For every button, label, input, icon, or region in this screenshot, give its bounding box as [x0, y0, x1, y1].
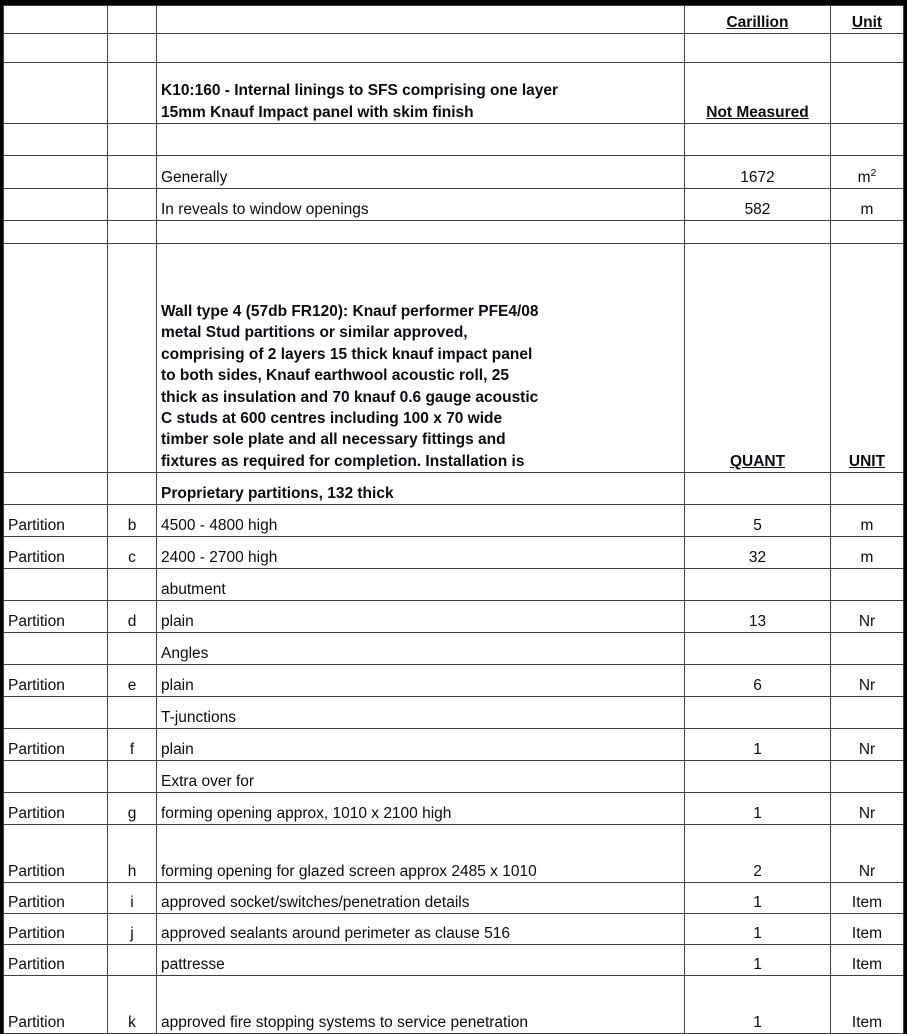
table-row	[4, 793, 904, 825]
table-header-row	[4, 6, 904, 34]
row-unit	[831, 156, 904, 189]
row-ref	[4, 697, 108, 729]
row-ref: Partition	[4, 537, 108, 569]
empty-cell	[108, 34, 157, 63]
table-row	[4, 633, 904, 665]
row-quantity: 6	[685, 665, 831, 697]
row-description: plain	[157, 665, 685, 697]
row-item: c	[108, 537, 157, 569]
row-unit: Nr	[831, 825, 904, 883]
row-item	[108, 569, 157, 601]
row-item: h	[108, 825, 157, 883]
empty-cell	[157, 124, 685, 156]
row-description: plain	[157, 729, 685, 761]
section-k10-unit	[831, 63, 904, 124]
row-ref: Partition	[4, 505, 108, 537]
row-ref	[4, 473, 108, 505]
empty-cell	[108, 244, 157, 473]
row-item: f	[108, 729, 157, 761]
row-unit	[831, 569, 904, 601]
empty-cell	[685, 34, 831, 63]
table-row	[4, 569, 904, 601]
spacer-row	[4, 124, 904, 156]
row-unit: Item	[831, 883, 904, 914]
row-unit: Item	[831, 976, 904, 1034]
header-carillion-cell: Carillion	[685, 6, 831, 34]
empty-cell	[685, 221, 831, 244]
row-quantity: 1672	[685, 156, 831, 189]
row-ref: Partition	[4, 601, 108, 633]
row-ref: Partition	[4, 825, 108, 883]
row-ref: Partition	[4, 914, 108, 945]
empty-cell	[157, 34, 685, 63]
wall-type-4-line-6: C studs at 600 centres including 100 x 70 wide	[161, 409, 503, 427]
row-item	[108, 156, 157, 189]
section-k10-line-1: K10:160 - Internal linings to SFS comprising one layer	[161, 82, 559, 100]
row-item: i	[108, 883, 157, 914]
empty-cell	[831, 221, 904, 244]
row-unit	[831, 697, 904, 729]
row-item	[108, 473, 157, 505]
table-row	[4, 761, 904, 793]
row-ref: Partition	[4, 976, 108, 1034]
row-quantity: 2	[685, 825, 831, 883]
row-unit	[831, 761, 904, 793]
row-quantity: 1	[685, 945, 831, 976]
row-ref	[4, 761, 108, 793]
empty-cell	[108, 63, 157, 124]
empty-cell	[4, 244, 108, 473]
row-quantity	[685, 473, 831, 505]
row-description: forming opening for glazed screen approx 2485 x 1010	[157, 825, 685, 883]
section-k10-line-2: 15mm Knauf Impact panel with skim finish	[161, 103, 474, 121]
row-description: 2400 - 2700 high	[157, 537, 685, 569]
wall-type-4-description	[157, 244, 685, 473]
empty-cell	[831, 124, 904, 156]
wall-type-4-line-2: metal Stud partitions or similar approved,	[161, 324, 468, 342]
row-unit	[831, 633, 904, 665]
row-quantity: 582	[685, 189, 831, 221]
row-description: approved socket/switches/penetration details	[157, 883, 685, 914]
row-unit: Item	[831, 914, 904, 945]
row-quantity: 1	[685, 976, 831, 1034]
empty-cell	[831, 34, 904, 63]
row-quantity: 32	[685, 537, 831, 569]
row-description: pattresse	[157, 945, 685, 976]
table-row	[4, 537, 904, 569]
row-unit-superscript: 2	[870, 166, 877, 179]
wall-type-4-line-4: to both sides, Knauf earthwool acoustic roll, 25	[161, 367, 509, 385]
row-quantity: 1	[685, 914, 831, 945]
row-unit: m	[831, 505, 904, 537]
row-item	[108, 945, 157, 976]
spacer-row	[4, 34, 904, 63]
table-row	[4, 729, 904, 761]
wall-type-4-line-8: fixtures as required for completion. Installation is	[161, 452, 525, 470]
row-quantity: 1	[685, 729, 831, 761]
row-description: T-junctions	[157, 697, 685, 729]
row-item: j	[108, 914, 157, 945]
wall-type-4-line-7: timber sole plate and all necessary fittings and	[161, 431, 506, 449]
row-unit-text: m	[857, 168, 871, 186]
row-item: b	[108, 505, 157, 537]
table-row	[4, 914, 904, 945]
table-row	[4, 665, 904, 697]
row-unit: Nr	[831, 729, 904, 761]
table-row	[4, 697, 904, 729]
row-description: plain	[157, 601, 685, 633]
row-quantity: 13	[685, 601, 831, 633]
section-k10-quantity: Not Measured	[685, 63, 831, 124]
row-unit: m	[831, 537, 904, 569]
header-desc-cell	[157, 6, 685, 34]
empty-cell	[4, 34, 108, 63]
row-description: Extra over for	[157, 761, 685, 793]
header-unit-cell: Unit	[831, 6, 904, 34]
row-ref	[4, 189, 108, 221]
row-quantity: 1	[685, 883, 831, 914]
spacer-row	[4, 221, 904, 244]
empty-cell	[108, 124, 157, 156]
row-item: g	[108, 793, 157, 825]
table-row	[4, 883, 904, 914]
wall-type-4-line-5: thick as insulation and 70 knauf 0.6 gauge acoustic	[161, 388, 539, 406]
row-unit: Nr	[831, 793, 904, 825]
table-row	[4, 473, 904, 505]
empty-cell	[157, 221, 685, 244]
row-quantity: 5	[685, 505, 831, 537]
empty-cell	[4, 221, 108, 244]
row-description: Angles	[157, 633, 685, 665]
row-ref: Partition	[4, 665, 108, 697]
row-ref	[4, 633, 108, 665]
row-quantity	[685, 569, 831, 601]
row-unit: m	[831, 189, 904, 221]
row-description: In reveals to window openings	[157, 189, 685, 221]
spreadsheet-sheet	[3, 5, 903, 1031]
row-quantity	[685, 633, 831, 665]
section-k10-row	[4, 63, 904, 124]
row-item	[108, 697, 157, 729]
row-quantity: 1	[685, 793, 831, 825]
wall-type-4-row	[4, 244, 904, 473]
bill-of-quantities-table	[3, 5, 904, 1034]
row-ref	[4, 569, 108, 601]
empty-cell	[108, 221, 157, 244]
row-ref: Partition	[4, 729, 108, 761]
row-item	[108, 633, 157, 665]
quant-column-header: QUANT	[685, 244, 831, 473]
row-ref	[4, 156, 108, 189]
row-ref: Partition	[4, 883, 108, 914]
table-row	[4, 189, 904, 221]
table-row	[4, 156, 904, 189]
row-description: approved sealants around perimeter as clause 516	[157, 914, 685, 945]
row-description: abutment	[157, 569, 685, 601]
row-description: Proprietary partitions, 132 thick	[157, 473, 685, 505]
row-unit: Nr	[831, 665, 904, 697]
row-description: Generally	[157, 156, 685, 189]
header-item-cell	[108, 6, 157, 34]
empty-cell	[4, 63, 108, 124]
table-row	[4, 825, 904, 883]
row-description: forming opening approx, 1010 x 2100 high	[157, 793, 685, 825]
wall-type-4-line-1: Wall type 4 (57db FR120): Knauf performer PFE4/08	[161, 303, 539, 320]
empty-cell	[685, 124, 831, 156]
wall-type-4-line-3: comprising of 2 layers 15 thick knauf impact panel	[161, 345, 533, 363]
header-ref-cell	[4, 6, 108, 34]
section-k10-description	[157, 63, 685, 124]
row-ref: Partition	[4, 945, 108, 976]
row-item: k	[108, 976, 157, 1034]
row-quantity	[685, 761, 831, 793]
row-quantity	[685, 697, 831, 729]
row-description: 4500 - 4800 high	[157, 505, 685, 537]
empty-cell	[4, 124, 108, 156]
row-unit: Item	[831, 945, 904, 976]
row-ref: Partition	[4, 793, 108, 825]
row-item	[108, 761, 157, 793]
row-unit	[831, 473, 904, 505]
row-description: approved fire stopping systems to service penetration	[157, 976, 685, 1034]
unit-column-header: UNIT	[831, 244, 904, 473]
row-item: e	[108, 665, 157, 697]
row-item: d	[108, 601, 157, 633]
table-row	[4, 945, 904, 976]
table-row	[4, 976, 904, 1034]
row-unit: Nr	[831, 601, 904, 633]
table-row	[4, 505, 904, 537]
row-item	[108, 189, 157, 221]
table-row	[4, 601, 904, 633]
